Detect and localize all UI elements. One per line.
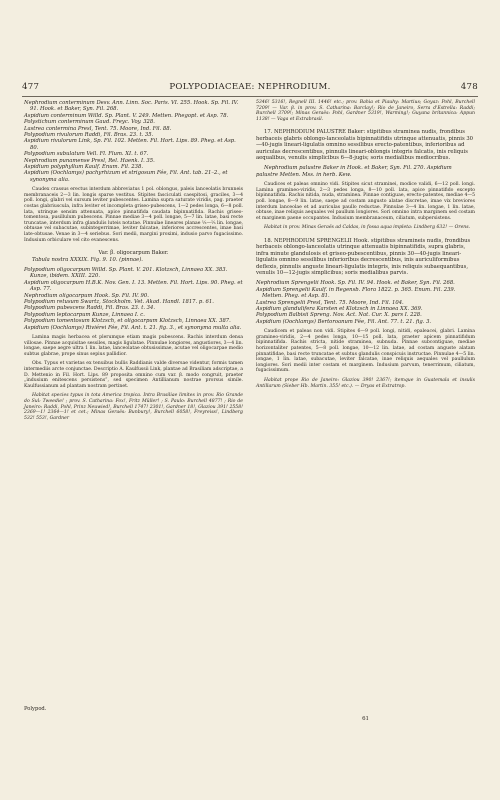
running-title: POLYPODIACEAE: NEPHRODIUM. <box>169 82 331 92</box>
species-17-description: Caudices et paleas omnino vidi. Stipites sicut straminei, modice validi, 6—12 poll. longi. Lamina gramineo-viridis, 2—3 pedes longa, 8—10 poll. lata, apice pinnatifido excepto bipinnatifida. Rachis nitida, nuda, straminea. Pinnae contiguae, erecto-patentes, mediae 4—5 poll. longae, 8—9 lin. latae, saepe ad costam angusto alatae discretae, imae vix breviores interdum lanceolae et ad auriculas paullo reductae. Pinnulae 3—4 lin. longae, 1 lin. latae, obtuse, inae reliquis aequales vel paullum longiores. Sori omnino intra marginem sed costam et marginem paene occupantes. Indusium membranaceum, ciliatum, subpersistens. <box>256 182 475 221</box>
species-17-synonyms: Nephrodium palustre Baker in Hook. et Baker, Syn. Fil. 270. Aspidium palustre Metten. Mss. in herb. Kew. <box>256 165 452 178</box>
synonym-line: Polypodium pubescens Raddi, Fil. Bras. 23. t. 34. <box>24 305 156 312</box>
synonym-line: Aspidium (Oochlamys) Riviérei Fée, Fil. Ant. t. 21. fig. 3., et synonyma multa alia. <box>24 324 242 331</box>
page-number-left: 477 <box>22 82 40 92</box>
synonym-line: Aspidium conterminum Willd. Sp. Plant. V. 249. Metten. Phegopt. et Asp. 78. <box>24 112 229 119</box>
synonym-line: Aspidium polyphyllum Kaulf. Enum. Fil. 238. <box>24 164 143 171</box>
plate-reference: Tabula nostra XXXIX. Fig. 9. 10. (pinnae). <box>32 256 143 263</box>
synonym-line: Nephrodium Sprengelii Hook. Sp. Fil. IV. 94. Hook. et Baker, Syn. Fil. 268. <box>256 280 455 287</box>
right-column <box>256 100 475 389</box>
signature-mark: Polypod. <box>24 706 47 712</box>
variety-heading: Var. β. oligocarpum Baker. <box>98 250 169 257</box>
synonym-line: Polypodium retusum Swartz, Stockholm. Vet. Akad. Handl. 1817. p. 61. <box>24 299 214 306</box>
synonym-line: Polypodium tomentosum Klotzsch, et oligocarpum Klotzsch, Linnaea XX. 387. <box>24 318 231 325</box>
synonym-line: Polypodium rivulorum Raddi, Fil. Bras. 23. t. 35. <box>24 132 154 139</box>
synonym-line: Polystichum conterminum Gaud. Freyc. Voy. 328. <box>24 119 155 126</box>
description-paragraph: Caudex crassus erectus interdum abbreviatus 1 pol. oblongus, paleis lanceolatis brunneis membranaceis 2—3 lin. longis sparse vestitus. Stipites fasciculati caespitosi, graciles, 3—4 poll. longi, glabri vel sursum leviter pubescentes. Lamina supra saturate viridis, pag. praeter costas glabriuscula, infra leviter et incompleta griseo-pubescens, 1—2 pedes longa, 6—8 poll. lata, utrinque sensim attenuata, apice pinnatifida caudata bipinnatifida. Rachis griseo-tomentosa, pusillulum pubescens. Pinnae mediae 3—4 poll. longae, 5—7 lin. latae, basi recte truncatae, interdum infra glandulis luteis notatae. Pinnulae lineares planae ⅓—⅔ lin. longae, obtusae vel subacutae, subintegerrimae, leviter falcatae, inferiores accrescentes, imae basi late-obtusae. Venae in 3—4 seriebus. Sori medii, margini proximi, indusio parvo fugacissimo. Indusium orbiculare vel cito evanescens. <box>24 187 243 243</box>
synonym-line: Aspidium (Oochlamys) pachyrhizum et strigosum Fée, Fil. Ant. tab. 21–2., et synonyma alia. <box>24 170 228 183</box>
species-17-diagnosis: 17. NEPHRODIUM PALUSTRE Baker: stipitibus straminea nudis, frondibus herbaceis glabris oblongo-lanceolatis bipinnatifidis utrinque attenuatis, pinnis 30—40-jugis lineari-ligulatis omnino sessilibus erecto-patentibus, inferioribus ad auriculas decrescentibus, pinnulis lineari-oblongis integris falcatis, inis reliquis aequalibus, venulis simplicibus 6—8-jugis; soris medialibus mediocribus. <box>256 129 473 161</box>
left-column <box>24 100 243 421</box>
synonym-line: Aspidium (Oochlamys) Bertoroanum Fée, Fil. Ant. 77. t. 21. fig. 3. <box>256 318 432 325</box>
synonym-line: Nephrodium conterminum Desv. Ann. Linn. Soc. Paris. VI. 255. Hook. Sp. Fil. IV. 91. Hook. et Baker, Syn. Fil. 268. <box>24 100 239 113</box>
header-rule <box>22 96 478 97</box>
synonym-line: Aspidium Sprengelii Kaulf. in Regensb. Flora 1822. p. 365. Enum. Fil. 239. Metten. Pheg. et Asp. 81. <box>256 286 456 300</box>
running-header <box>22 82 478 94</box>
species-17-habitat: Habitat in prov. Minas Geraës ad Caldas, in fossa aqua impleta: Lindberg 632! — Orens. <box>264 225 471 231</box>
habitat-continuation: 5346! 5316!, Regnell III. 1446! etc.; prov. Bahia et Piauhy: Martius; Goyaz: Pohl, Burchell 7209! — Var. β. in prov. S. Catharina: Barclay!; Rio de Janeiro, Serra d'Estrella: Raddi; Burchell 3709!; Minas Geraës: Pohl, Gardner 5319!, Warming!; Guyana britannica: Appun 1138! — Vaga et Extrabrasil. <box>256 100 475 122</box>
synonym-line: Lastrea Sprengelii Presl, Tent. 75. Moore, Ind. Fil. 104. <box>256 299 404 306</box>
synonym-line: Aspidium glandulifera Karsten et Klotzsch in Linnaea XX. 369. <box>256 306 423 313</box>
synonym-line: Polypodium Balbisii Spreng. Nov. Act. Nat. Cur. X. pars I. 228. <box>256 312 422 319</box>
habitat-paragraph: Habitat species typus in tota America tropica. Intra Brasiliae limites in prov. Rio Grande do Sul: Tweedie! ; prov. S. Catharina: Fox!, Fritz Müller! ; S. Paulo: Burchell 4877! ; Rio de Janeiro: Raddi, Pohl, Prinz Neuwied!, Burchell 1747! 2301!, Gardner 18!, Glaziou 391! 2558! 2369—1! 2364—1! et cet.; Minas Geraës: Bunbury!, Burchell 6058!, Freyreiss!, Lindberg 532! 553!, Gardner <box>24 393 243 421</box>
synonym-line: Aspidium oligocarpum H.B.K. Nov. Gen. I. 13. Metten. Fil. Hort. Lips. 90. Pheg. et Asp. 77. <box>24 279 243 293</box>
species-18-habitat: Habitat prope Rio de Janeiro: Glaziou 390! 2367!; itemque in Guatemala et insulis Antillarum (Sieber Hb. Martin. 355! etc.). — Dryas et Extratrop. <box>256 378 475 389</box>
synonym-line: Lastrea contermina Presl, Tent. 75. Moore, Ind. Fil. 88. <box>24 125 172 132</box>
synonym-line: Aspidium rivulorum Link, Sp. Fil. 102. Metten. Fil. Hort. Lips. 89. Pheg. et Asp. 80. <box>24 138 236 151</box>
synonym-line: Polypodium oligocarpum Willd. Sp. Plant. V. 201. Klotzsch, Linnaea XX. 383. Kunze, ibidem. XXIII. 220. <box>24 267 228 280</box>
synonym-line: Polypodium leptocarpum Kunze, Linnaea I. c. <box>24 311 145 318</box>
species-18-description: Caudicem et paleas non vidi. Stipites 6—9 poll. longi, nitidi, epaleacei, glabri. Lamina gramineo-viridis, 2—4 pedes longa, 10—15 poll. lata, praeter apicem pinnatifidum bipinnatifida. Rachis stricta, nitide straminea, subnuda. Pinnae subcontiguae, mediae horizontaliter patentes, 5—8 poll. longae, 10—12 lin. latae, ad costam anguste alatam pinnatifidae, basi recte truncatae et subtus glandulis conspicuis instructae. Pinnulae 4—5 lin. longae, 1 lin. latae, subacutae, leviter falcatae, inae reliquis aequales vel paullulum longiores. Sori medii inter costam et marginem. Indusium parvum, tenerrimum, ciliatum, fugacissimum. <box>256 329 475 374</box>
folio-number: 61 <box>362 716 369 722</box>
synonym-line: Polypodium subulatum Vell. Fl. Flum. XI. t. 67. <box>24 151 149 158</box>
synonym-line: Nephrodium punamense Presl, Rel. Haenk. I. 35. <box>24 157 155 164</box>
page-number-right: 478 <box>460 82 478 92</box>
species-18-diagnosis: 18. NEPHRODIUM SPRENGELII Hook. stipitibus stramineis nudis, frondibus herbaceis oblongo-lanceolatis utrinque attenuatis bipinnatifidis, supra glabris, infra minute glandulosis et griseo-pubescentibus, pinnis 30—40-jugis lineari-ligulatis omnino sessilibus inferioribus decrescentibus, inis auriculiformibus deflexis, pinnulis anguste lineari-ligulatis integris, inis reliquis subaequantibus, venulis 10—12-jugis simplicibus; soris medialibus parvis. <box>256 237 471 276</box>
synonym-line: Nephrodium oligocarpum Hook. Sp. Fil. IV. 90. <box>24 292 149 299</box>
observation-paragraph: Obs. Typus et varietas ex tenuibus bullis Raddianis valde diversae videntur, formis tamen intermediis arcte conjunctae. Descriptio A. Kaulfussii Link, plantae ad Brasiliam adscriptae, a D. Mettenio in Fil. Hort. Lips. 89 proposita omnino cum var. β. modo congruit, praeter „indusium enitescens persistens”, sed specimen Antillianum nostrae prorsus simile. Kaulfussianum ad plantam nostram pertinet. <box>24 361 244 389</box>
description-paragraph: Lamina magis herbacea et plerumque etiam magis pubescens. Rachis interdum densa villosae. Pinnae acquisitae sessiles, magis ligulatae. Pinnulae longiores, angustiores, 3—4 lin. longae, saepe aegre ultra 1 lin. latae, lanceolatae obtusissimae, acutae vel oligocarpae medio subtus glabrae, prope sinus sepius pallidior. <box>24 335 243 357</box>
